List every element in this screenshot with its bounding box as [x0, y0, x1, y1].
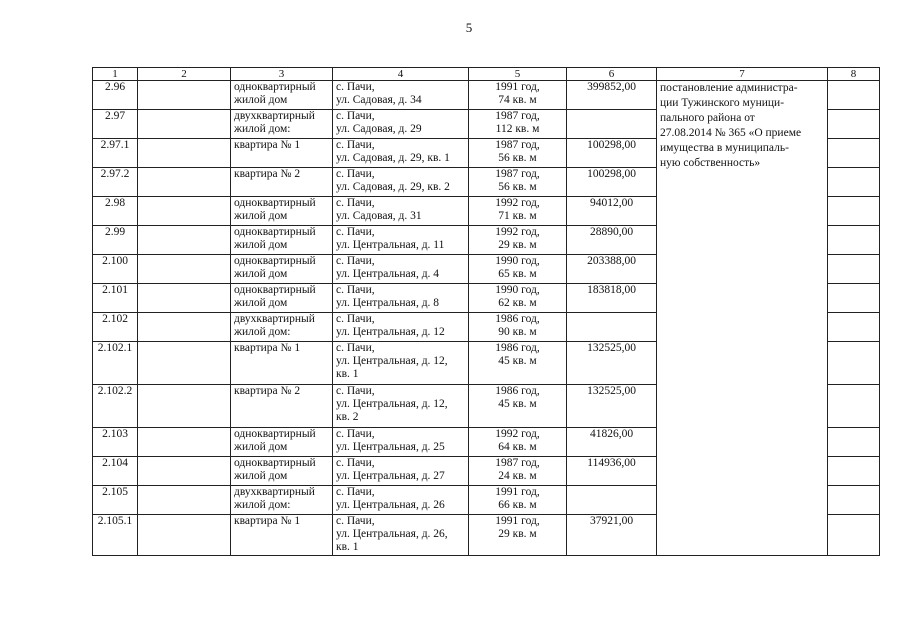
year-area-cell	[469, 486, 567, 515]
address-cell	[333, 197, 469, 226]
object-type-line: квартира № 1	[234, 515, 301, 527]
row-number-cell: 2.105	[93, 486, 138, 515]
empty-cell-col2	[138, 385, 231, 428]
year-area-line: 56 кв. м	[498, 181, 537, 193]
cost-cell: 132525,00	[567, 342, 657, 385]
object-type-cell	[231, 284, 333, 313]
address-line: с. Пачи,	[336, 110, 375, 122]
year-area-cell	[469, 168, 567, 197]
year-area-line: 1992 год,	[495, 226, 540, 238]
basis-document-line: постановление администра-	[660, 82, 798, 94]
cost-cell: 41826,00	[567, 428, 657, 457]
empty-cell-col8	[828, 81, 880, 110]
empty-cell-col8	[828, 255, 880, 284]
cost-cell: 399852,00	[567, 81, 657, 110]
address-line: ул. Центральная, д. 26	[336, 499, 445, 511]
year-area-line: 45 кв. м	[498, 398, 537, 410]
address-line: с. Пачи,	[336, 457, 375, 469]
year-area-line: 29 кв. м	[498, 528, 537, 540]
address-line: ул. Центральная, д. 4	[336, 268, 440, 280]
year-area-line: 29 кв. м	[498, 239, 537, 251]
year-area-line: 1986 год,	[495, 385, 540, 397]
cost-cell: 183818,00	[567, 284, 657, 313]
address-cell	[333, 515, 469, 556]
year-area-cell	[469, 385, 567, 428]
object-type-line: двухквартирный	[234, 486, 315, 498]
address-line: ул. Садовая, д. 29, кв. 2	[336, 181, 450, 193]
year-area-line: 24 кв. м	[498, 470, 537, 482]
year-area-line: 1992 год,	[495, 428, 540, 440]
object-type-cell	[231, 486, 333, 515]
basis-document-line: имущества в муниципаль-	[660, 142, 789, 154]
empty-cell-col2	[138, 139, 231, 168]
address-cell	[333, 428, 469, 457]
object-type-line: одноквартирный	[234, 197, 316, 209]
cost-cell	[567, 486, 657, 515]
cost-cell: 37921,00	[567, 515, 657, 556]
object-type-line: жилой дом:	[234, 499, 291, 511]
object-type-cell	[231, 515, 333, 556]
year-area-cell	[469, 428, 567, 457]
object-type-cell	[231, 313, 333, 342]
object-type-cell	[231, 428, 333, 457]
basis-document-cell	[657, 81, 828, 556]
property-registry-table	[92, 67, 880, 556]
object-type-cell	[231, 385, 333, 428]
object-type-line: одноквартирный	[234, 81, 316, 93]
address-line: с. Пачи,	[336, 342, 375, 354]
address-cell	[333, 385, 469, 428]
basis-document-line: ции Тужинского муници-	[660, 97, 785, 109]
empty-cell-col2	[138, 168, 231, 197]
year-area-line: 65 кв. м	[498, 268, 537, 280]
year-area-line: 62 кв. м	[498, 297, 537, 309]
year-area-cell	[469, 139, 567, 168]
column-header-7: 7	[657, 68, 828, 81]
address-cell	[333, 81, 469, 110]
empty-cell-col8	[828, 313, 880, 342]
row-number-cell: 2.97.1	[93, 139, 138, 168]
row-number-cell: 2.99	[93, 226, 138, 255]
address-line: ул. Садовая, д. 29	[336, 123, 422, 135]
address-line: с. Пачи,	[336, 255, 375, 267]
year-area-line: 112 кв. м	[495, 123, 540, 135]
address-line: с. Пачи,	[336, 226, 375, 238]
year-area-line: 1987 год,	[495, 139, 540, 151]
row-number-cell: 2.103	[93, 428, 138, 457]
empty-cell-col2	[138, 284, 231, 313]
year-area-line: 90 кв. м	[498, 326, 537, 338]
address-line: ул. Центральная, д. 27	[336, 470, 445, 482]
address-cell	[333, 139, 469, 168]
year-area-line: 1991 год,	[495, 81, 540, 93]
object-type-line: жилой дом	[234, 441, 288, 453]
address-cell	[333, 255, 469, 284]
object-type-line: двухквартирный	[234, 110, 315, 122]
row-number-cell: 2.104	[93, 457, 138, 486]
empty-cell-col8	[828, 197, 880, 226]
address-cell	[333, 313, 469, 342]
row-number-cell: 2.97.2	[93, 168, 138, 197]
object-type-cell	[231, 255, 333, 284]
object-type-line: одноквартирный	[234, 226, 316, 238]
address-line: ул. Центральная, д. 25	[336, 441, 445, 453]
object-type-cell	[231, 342, 333, 385]
cost-cell: 114936,00	[567, 457, 657, 486]
object-type-line: жилой дом:	[234, 326, 291, 338]
object-type-cell	[231, 81, 333, 110]
empty-cell-col8	[828, 168, 880, 197]
object-type-cell	[231, 197, 333, 226]
year-area-line: 45 кв. м	[498, 355, 537, 367]
row-number-cell: 2.101	[93, 284, 138, 313]
empty-cell-col2	[138, 515, 231, 556]
address-line: ул. Центральная, д. 11	[336, 239, 445, 251]
address-cell	[333, 284, 469, 313]
year-area-line: 1986 год,	[495, 342, 540, 354]
year-area-line: 1987 год,	[495, 168, 540, 180]
address-line: с. Пачи,	[336, 515, 375, 527]
column-header-3: 3	[231, 68, 333, 81]
empty-cell-col8	[828, 226, 880, 255]
object-type-cell	[231, 110, 333, 139]
year-area-cell	[469, 226, 567, 255]
object-type-cell	[231, 457, 333, 486]
empty-cell-col2	[138, 81, 231, 110]
year-area-line: 1990 год,	[495, 284, 540, 296]
year-area-line: 1987 год,	[495, 110, 540, 122]
object-type-cell	[231, 168, 333, 197]
address-line: ул. Центральная, д. 12,	[336, 355, 448, 367]
object-type-line: одноквартирный	[234, 284, 316, 296]
empty-cell-col2	[138, 486, 231, 515]
address-line: с. Пачи,	[336, 168, 375, 180]
empty-cell-col2	[138, 428, 231, 457]
year-area-line: 56 кв. м	[498, 152, 537, 164]
table-header	[93, 68, 880, 81]
column-header-1: 1	[93, 68, 138, 81]
address-line: с. Пачи,	[336, 385, 375, 397]
empty-cell-col8	[828, 110, 880, 139]
year-area-line: 74 кв. м	[498, 94, 537, 106]
year-area-line: 1986 год,	[495, 313, 540, 325]
object-type-line: квартира № 1	[234, 139, 301, 151]
object-type-line: одноквартирный	[234, 428, 316, 440]
basis-document-line: ную собственность»	[660, 157, 761, 169]
address-cell	[333, 226, 469, 255]
cost-cell	[567, 313, 657, 342]
cost-cell: 132525,00	[567, 385, 657, 428]
address-line: с. Пачи,	[336, 486, 375, 498]
column-header-2: 2	[138, 68, 231, 81]
empty-cell-col2	[138, 342, 231, 385]
row-number-cell: 2.98	[93, 197, 138, 226]
year-area-line: 71 кв. м	[498, 210, 537, 222]
year-area-line: 64 кв. м	[498, 441, 537, 453]
year-area-cell	[469, 515, 567, 556]
row-number-cell: 2.102	[93, 313, 138, 342]
cost-cell	[567, 110, 657, 139]
empty-cell-col2	[138, 457, 231, 486]
cost-cell: 94012,00	[567, 197, 657, 226]
address-line: ул. Центральная, д. 26,	[336, 528, 448, 540]
address-line: с. Пачи,	[336, 139, 375, 151]
address-cell	[333, 486, 469, 515]
object-type-line: жилой дом:	[234, 123, 291, 135]
address-line: ул. Центральная, д. 8	[336, 297, 440, 309]
empty-cell-col8	[828, 342, 880, 385]
page-number: 5	[465, 20, 473, 35]
address-line: кв. 2	[336, 411, 359, 423]
column-header-4: 4	[333, 68, 469, 81]
object-type-line: одноквартирный	[234, 255, 316, 267]
object-type-line: жилой дом	[234, 239, 288, 251]
year-area-cell	[469, 110, 567, 139]
address-line: с. Пачи,	[336, 428, 375, 440]
year-area-line: 66 кв. м	[498, 499, 537, 511]
row-number-cell: 2.97	[93, 110, 138, 139]
object-type-line: жилой дом	[234, 470, 288, 482]
address-line: ул. Центральная, д. 12,	[336, 398, 448, 410]
object-type-line: жилой дом	[234, 210, 288, 222]
empty-cell-col8	[828, 457, 880, 486]
column-header-6: 6	[567, 68, 657, 81]
empty-cell-col8	[828, 486, 880, 515]
year-area-cell	[469, 284, 567, 313]
year-area-line: 1990 год,	[495, 255, 540, 267]
object-type-line: квартира № 2	[234, 168, 301, 180]
table-row	[93, 81, 880, 110]
empty-cell-col8	[828, 385, 880, 428]
address-line: с. Пачи,	[336, 81, 375, 93]
empty-cell-col8	[828, 139, 880, 168]
year-area-line: 1991 год,	[495, 515, 540, 527]
year-area-line: 1991 год,	[495, 486, 540, 498]
object-type-line: жилой дом	[234, 268, 288, 280]
cost-cell: 100298,00	[567, 139, 657, 168]
table-body	[93, 81, 880, 556]
address-line: с. Пачи,	[336, 313, 375, 325]
year-area-cell	[469, 342, 567, 385]
empty-cell-col2	[138, 197, 231, 226]
column-header-8: 8	[828, 68, 880, 81]
address-cell	[333, 342, 469, 385]
row-number-cell: 2.102.1	[93, 342, 138, 385]
address-line: с. Пачи,	[336, 284, 375, 296]
year-area-cell	[469, 457, 567, 486]
row-number-cell: 2.102.2	[93, 385, 138, 428]
column-header-5: 5	[469, 68, 567, 81]
header-row	[93, 68, 880, 81]
cost-cell: 28890,00	[567, 226, 657, 255]
row-number-cell: 2.100	[93, 255, 138, 284]
year-area-cell	[469, 197, 567, 226]
address-line: ул. Садовая, д. 31	[336, 210, 422, 222]
object-type-cell	[231, 226, 333, 255]
year-area-cell	[469, 81, 567, 110]
object-type-line: двухквартирный	[234, 313, 315, 325]
year-area-cell	[469, 313, 567, 342]
address-line: кв. 1	[336, 368, 359, 380]
empty-cell-col2	[138, 226, 231, 255]
address-line: ул. Центральная, д. 12	[336, 326, 445, 338]
object-type-line: одноквартирный	[234, 457, 316, 469]
address-line: с. Пачи,	[336, 197, 375, 209]
object-type-line: жилой дом	[234, 94, 288, 106]
empty-cell-col2	[138, 313, 231, 342]
address-line: ул. Садовая, д. 29, кв. 1	[336, 152, 450, 164]
basis-document-line: 27.08.2014 № 365 «О приеме	[660, 127, 802, 139]
empty-cell-col8	[828, 428, 880, 457]
object-type-line: квартира № 2	[234, 385, 301, 397]
year-area-cell	[469, 255, 567, 284]
year-area-line: 1987 год,	[495, 457, 540, 469]
basis-document-line: пального района от	[660, 112, 755, 124]
empty-cell-col2	[138, 110, 231, 139]
empty-cell-col2	[138, 255, 231, 284]
cost-cell: 100298,00	[567, 168, 657, 197]
object-type-cell	[231, 139, 333, 168]
address-cell	[333, 110, 469, 139]
address-cell	[333, 457, 469, 486]
address-line: кв. 1	[336, 541, 359, 553]
row-number-cell: 2.96	[93, 81, 138, 110]
cost-cell: 203388,00	[567, 255, 657, 284]
year-area-line: 1992 год,	[495, 197, 540, 209]
address-cell	[333, 168, 469, 197]
empty-cell-col8	[828, 284, 880, 313]
row-number-cell: 2.105.1	[93, 515, 138, 556]
object-type-line: жилой дом	[234, 297, 288, 309]
empty-cell-col8	[828, 515, 880, 556]
object-type-line: квартира № 1	[234, 342, 301, 354]
address-line: ул. Садовая, д. 34	[336, 94, 422, 106]
